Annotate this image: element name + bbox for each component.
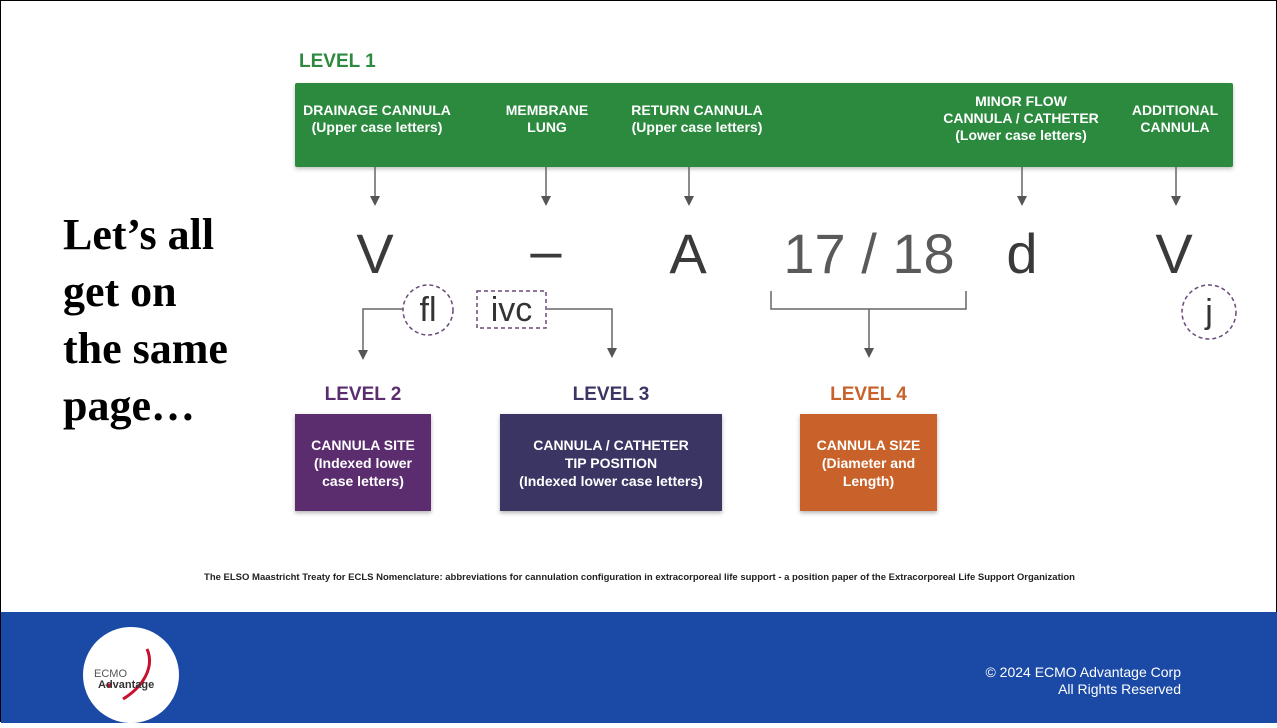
- logo-text-ecmo: ECMO: [94, 668, 127, 680]
- level2-box: [295, 414, 431, 511]
- connector-lines: [1, 1, 1277, 601]
- label-minor-flow: MINOR FLOW CANNULA / CATHETER (Lower case letters): [943, 93, 1099, 143]
- level1-title: LEVEL 1: [299, 51, 376, 72]
- ecmo-advantage-logo: [83, 627, 179, 723]
- tip-tag: ivc: [490, 291, 533, 329]
- citation: The ELSO Maastricht Treaty for ECLS Nomenclature: abbreviations for cannulation configuration in extracorporeal life support - a position paper of the Extracorporeal Life Support Organization: [204, 572, 1075, 583]
- level2-line: (Indexed lower: [313, 454, 413, 471]
- level3-line: CANNULA / CATHETER: [533, 436, 689, 453]
- headline-line: Let’s all: [63, 210, 215, 259]
- headline-line: get on: [63, 267, 177, 316]
- label-return-cannula: RETURN CANNULA (Upper case letters): [631, 102, 763, 135]
- level3-line: TIP POSITION: [564, 454, 658, 471]
- code-minor: d: [1006, 222, 1038, 285]
- level2-title: LEVEL 2: [324, 384, 402, 405]
- level3-box: [500, 414, 722, 511]
- level2-line: CANNULA SITE: [311, 436, 415, 453]
- code-additional: V: [1155, 222, 1193, 285]
- size-bracket: [771, 291, 966, 309]
- level4-line: Length): [842, 472, 895, 489]
- label-additional-cannula: ADDITIONAL CANNULA: [1131, 102, 1219, 135]
- headline-line: page…: [63, 381, 195, 430]
- level3-line: (Indexed lower case letters): [519, 472, 703, 489]
- arrow-level3: [547, 309, 612, 353]
- level2-line: case letters): [322, 472, 404, 489]
- copyright-line: All Rights Reserved: [1058, 681, 1181, 697]
- site-tag: fl: [419, 291, 437, 329]
- level3-title: LEVEL 3: [572, 384, 650, 405]
- additional-tag: j: [1205, 293, 1213, 331]
- label-drainage-cannula: DRAINAGE CANNULA (Upper case letters): [303, 102, 451, 135]
- code-drainage: V: [356, 222, 394, 285]
- level4-line: CANNULA SIZE: [816, 436, 921, 453]
- level4-line: (Diameter and: [821, 454, 916, 471]
- level4-title: LEVEL 4: [830, 384, 907, 405]
- headline-line: the same: [63, 324, 228, 373]
- logo-swoosh-icon: [83, 627, 179, 723]
- level4-box: [800, 414, 937, 511]
- code-return: A: [669, 222, 707, 285]
- copyright-line: © 2024 ECMO Advantage Corp: [985, 664, 1181, 680]
- copyright: [985, 664, 1181, 698]
- code-membrane: –: [530, 219, 562, 282]
- arrow-level2: [363, 309, 403, 355]
- label-membrane-lung: MEMBRANE LUNG: [505, 102, 589, 135]
- code-size: 17 / 18: [783, 222, 955, 285]
- logo-text-advantage: Advantage: [98, 679, 155, 691]
